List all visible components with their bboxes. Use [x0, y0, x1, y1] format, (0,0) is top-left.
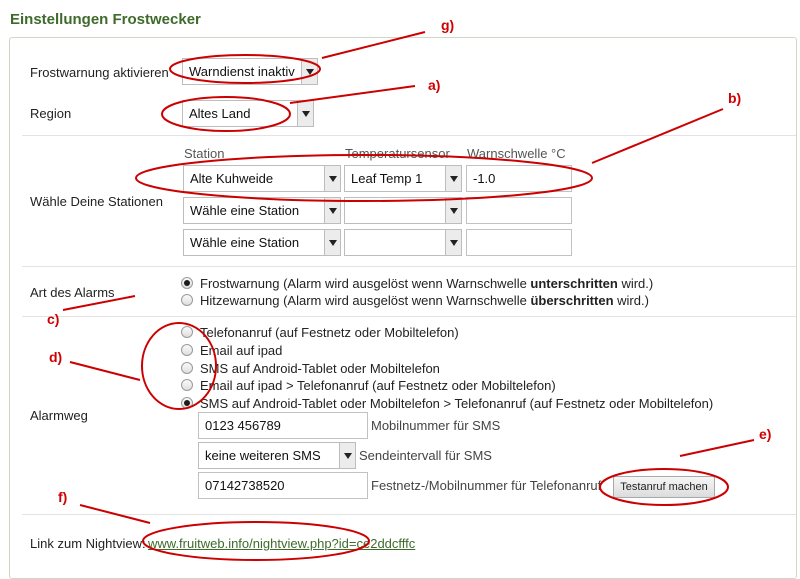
divider — [22, 266, 796, 267]
divider — [22, 135, 796, 136]
station-select[interactable] — [183, 229, 341, 256]
chevron-down-icon — [445, 198, 461, 223]
divider — [22, 514, 796, 515]
sensor-select[interactable] — [344, 229, 462, 256]
annotation-label-a: a) — [428, 77, 441, 93]
chevron-down-icon — [324, 198, 340, 223]
station-select[interactable] — [183, 165, 341, 192]
alarm-route-option: Email auf ipad — [200, 343, 283, 358]
alarm-route-radio[interactable] — [181, 326, 193, 338]
annotation-label-d: d) — [49, 349, 63, 365]
annotation-label-c: c) — [47, 311, 60, 327]
alarm-route-radio[interactable] — [181, 344, 193, 356]
station-value: Wähle eine Station — [190, 203, 300, 218]
alarm-route-option: Email auf ipad > Telefonanruf (auf Festnetz oder Mobiltelefon) — [200, 378, 556, 393]
station-select[interactable] — [183, 197, 341, 224]
sensor-select[interactable] — [344, 197, 462, 224]
nightview-link[interactable]: www.fruitweb.info/nightview.php?id=ce2ddcfffc — [148, 536, 416, 551]
page-title: Einstellungen Frostwecker — [10, 11, 201, 28]
annotation-label-b: b) — [728, 90, 742, 106]
sensor-select[interactable] — [344, 165, 462, 192]
test-call-button[interactable]: Testanruf machen — [613, 476, 715, 498]
threshold-input[interactable] — [466, 229, 572, 256]
alarm-type-radio[interactable] — [181, 277, 193, 289]
alarm-route-option: SMS auf Android-Tablet oder Mobiltelefon — [200, 361, 440, 376]
call-number-value: 07142738520 — [205, 478, 285, 493]
sms-number-input[interactable] — [198, 412, 368, 439]
frost-warning-select[interactable] — [182, 58, 318, 85]
chevron-down-icon — [324, 166, 340, 191]
nightview-label: Link zum Nightview: — [30, 536, 146, 551]
sensor-header: Temperatursensor — [345, 146, 450, 161]
annotation-label-g: g) — [441, 17, 455, 33]
alarm-type-option: Frostwarnung (Alarm wird ausgelöst wenn Warnschwelle unterschritten wird.) — [200, 276, 654, 291]
region-value: Altes Land — [189, 106, 251, 121]
alarm-route-option: SMS auf Android-Tablet oder Mobiltelefon > Telefonanruf (auf Festnetz oder Mobiltelefon) — [200, 396, 714, 411]
station-value: Wähle eine Station — [190, 235, 300, 250]
region-label: Region — [30, 106, 72, 121]
call-number-label: Festnetz-/Mobilnummer für Telefonanruf — [371, 478, 602, 493]
alarm-route-option: Telefonanruf (auf Festnetz oder Mobiltelefon) — [200, 325, 459, 340]
divider — [22, 316, 796, 317]
sensor-value: Leaf Temp 1 — [351, 171, 423, 186]
alarm-route-radio[interactable] — [181, 379, 193, 391]
alarm-type-radio[interactable] — [181, 294, 193, 306]
sms-interval-value: keine weiteren SMS — [205, 448, 321, 463]
alarm-route-label: Alarmweg — [30, 408, 88, 423]
stations-label: Wähle Deine Stationen — [30, 194, 163, 209]
annotation-label-e: e) — [759, 426, 772, 442]
frost-warning-value: Warndienst inaktiv — [189, 64, 295, 79]
chevron-down-icon — [301, 59, 317, 84]
sms-interval-select[interactable] — [198, 442, 356, 469]
threshold-input[interactable] — [466, 165, 572, 192]
alarm-route-radio[interactable] — [181, 397, 193, 409]
frost-warning-label: Frostwarnung aktivieren — [30, 65, 169, 80]
sms-interval-label: Sendeintervall für SMS — [359, 448, 492, 463]
alarm-type-option: Hitzewarnung (Alarm wird ausgelöst wenn Warnschwelle überschritten wird.) — [200, 293, 649, 308]
station-value: Alte Kuhweide — [190, 171, 274, 186]
call-number-input[interactable] — [198, 472, 368, 499]
station-header: Station — [184, 146, 225, 161]
alarm-route-radio[interactable] — [181, 362, 193, 374]
threshold-value: -1.0 — [473, 171, 496, 186]
chevron-down-icon — [339, 443, 355, 468]
alarm-type-label: Art des Alarms — [30, 285, 115, 300]
region-select[interactable] — [182, 100, 314, 127]
sms-number-label: Mobilnummer für SMS — [371, 418, 501, 433]
threshold-header: Warnschwelle °C — [467, 146, 566, 161]
threshold-input[interactable] — [466, 197, 572, 224]
chevron-down-icon — [324, 230, 340, 255]
sms-number-value: 0123 456789 — [205, 418, 281, 433]
annotation-label-f: f) — [58, 489, 68, 505]
chevron-down-icon — [445, 166, 461, 191]
chevron-down-icon — [445, 230, 461, 255]
chevron-down-icon — [297, 101, 313, 126]
